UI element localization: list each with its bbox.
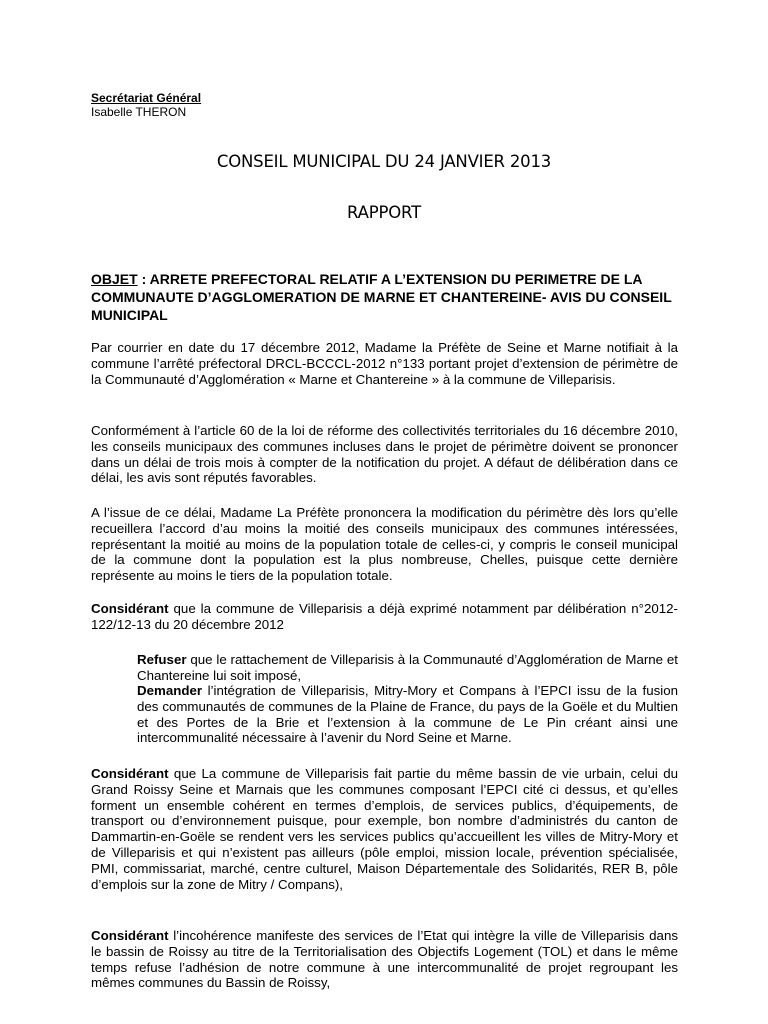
paragraph-courrier: Par courrier en date du 17 décembre 2012, Madame la Préfète de Seine et Marne notifiait à la commune l’arrêté préfectoral DRCL-BCCCL-2012 n°133 portant projet d’extension de périmètre de la Communauté d’Agglomération « Marne et Chantereine » à la commune de Villeparisis. (91, 340, 678, 387)
considerant-text: que La commune de Villeparisis fait partie du même bassin de vie urbain, celui du Grand Roissy Seine et Marnais que les communes composant l’EPCI cité ci dessus, et qu’elles forment un ensemble cohérent en termes d’emplois, de services publics, d’équipements, de transport ou d’environnement puisque, pour exemple, bon nombre d’administrés du canton de Dammartin-en-Goële se rendent vers les services publics qu’accueillent les villes de Mitry-Mory et de Villeparisis et qui n’existent pas ailleurs (pôle emploi, mission locale, prévention spécialisée, PMI, commissariat, marché, centre culturel, Maison Départementale des Solidarités, RER B, pôle d’emplois sur la zone de Mitry / Compans), (91, 766, 678, 892)
paragraph-demander (137, 683, 678, 746)
paragraph-issue-delai: A l’issue de ce délai, Madame La Préfète prononcera la modification du périmètre dès lors qu’elle recueillera l’accord d’au moins la moitié des conseils municipaux des communes intéressées, représentant la moitié au moins de la population totale de celles-ci, y compris le conseil municipal de la commune dont la population est la plus nombreuse, Chelles, puisque cette dernière représente au moins le tiers de la population totale. (91, 505, 678, 584)
considerant-keyword: Considérant (91, 766, 169, 781)
sender-department: Secrétariat Général (91, 91, 202, 105)
document-subtitle: RAPPORT (347, 203, 421, 222)
considerant-keyword: Considérant (91, 601, 169, 616)
considerant-text: l’incohérence manifeste des services de l’Etat qui intègre la ville de Villeparisis dans le bassin de Roissy au titre de la Territorialisation des Objectifs Logement (TOL) et dans le même temps refuse l’adhésion de notre commune à une intercommunalité de projet regroupant les mêmes communes du Bassin de Roissy, (91, 928, 678, 991)
considerant-keyword: Considérant (91, 928, 169, 943)
subject-heading (91, 270, 681, 324)
refuser-keyword: Refuser (137, 652, 187, 667)
paragraph-conformement: Conformément à l’article 60 de la loi de réforme des collectivités territoriales du 16 décembre 2010, les conseils municipaux des communes incluses dans le projet de périmètre doivent se prononcer dans un délai de trois mois à compter de la notification du projet. A défaut de délibération dans ce délai, les avis sont réputés favorables. (91, 423, 678, 486)
document-title: CONSEIL MUNICIPAL DU 24 JANVIER 2013 (216, 152, 552, 171)
refuser-text: que le rattachement de Villeparisis à la Communauté d’Agglomération de Marne et Chantereine lui soit imposé, (137, 652, 678, 683)
paragraph-considerant-2 (91, 766, 678, 892)
demander-text: l’intégration de Villeparisis, Mitry-Mory et Compans à l’EPCI issu de la fusion des communautés de communes de la Plaine de France, du pays de la Goële et du Multien et des Portes de la Brie et l’extension à la commune de Le Pin créant ainsi une intercommunalité nécessaire à l’avenir du Nord Seine et Marne. (137, 683, 678, 746)
sender-name: Isabelle THERON (91, 105, 187, 119)
paragraph-considerant-3 (91, 928, 678, 991)
paragraph-refuser (137, 652, 678, 684)
demander-keyword: Demander (137, 683, 203, 698)
considerant-text: que la commune de Villeparisis a déjà exprimé notamment par délibération n°2012-122/12-13 du 20 décembre 2012 (91, 601, 678, 632)
sender-block (91, 91, 201, 119)
paragraph-considerant-1 (91, 601, 678, 633)
subject-label: OBJET (91, 271, 138, 287)
subject-text: : ARRETE PREFECTORAL RELATIF A L’EXTENSION DU PERIMETRE DE LA COMMUNAUTE D’AGGLOMERATION DE MARNE ET CHANTEREINE- AVIS DU CONSEIL MUNICIPAL (91, 271, 672, 323)
